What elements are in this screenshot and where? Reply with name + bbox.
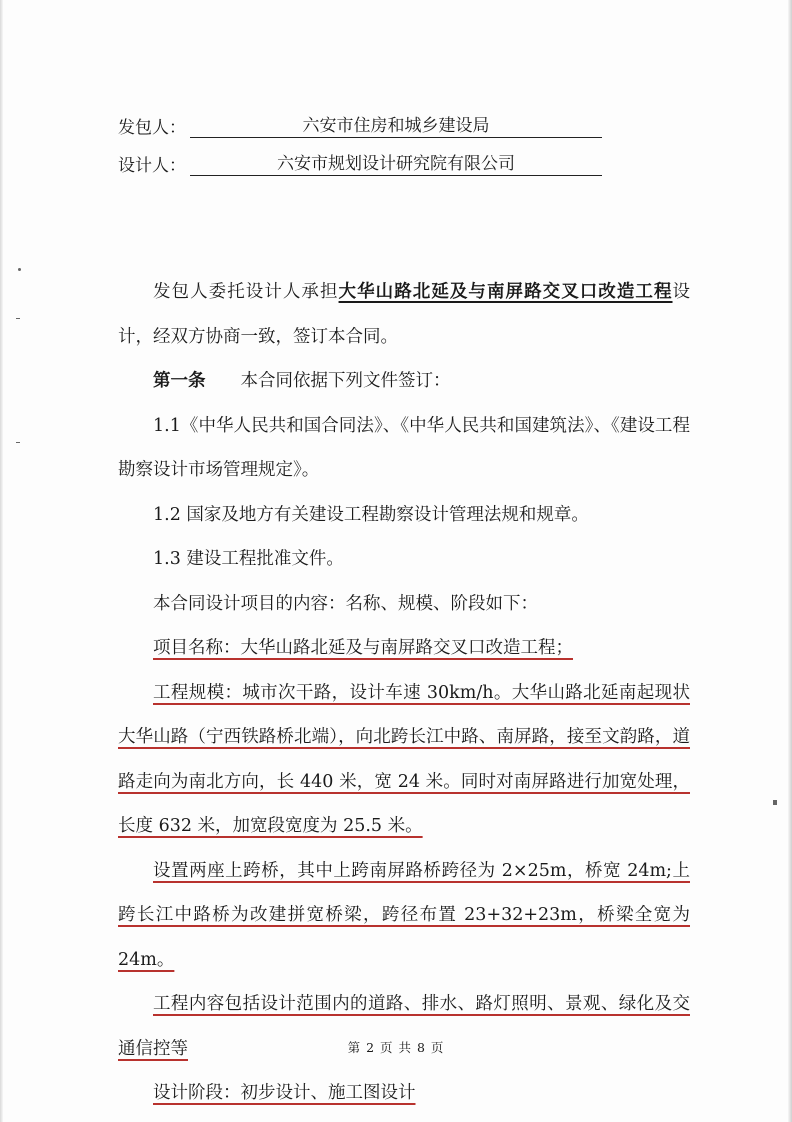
scan-speck: [16, 318, 20, 319]
scope-paragraph: [118, 982, 690, 1071]
scan-edge-left: [0, 0, 3, 1122]
client-label: 发包人：: [118, 118, 186, 138]
scan-speck: [773, 800, 777, 805]
intro-suffix: 设计，经双方协商一致，签订本合同。: [118, 282, 691, 347]
clause-1-3: 1.3 建设工程批准文件。: [153, 549, 344, 569]
content-intro: 本合同设计项目的内容：名称、规模、阶段如下：: [153, 593, 538, 614]
design-stage-paragraph: [118, 1071, 690, 1116]
client-row: [118, 114, 602, 138]
article-1: [118, 359, 690, 404]
project-scale-paragraph: [118, 671, 690, 849]
project-scale: 工程规模：城市次干路，设计车速 30km/h。大华山路北延南起现状大华山路（宁西铁路桥北端），向北跨长江中路、南屏路，接至文韵路，道路走向为南北方向，长 440 米，宽 24 米。同时对南屏路进行加宽处理，长度 632 米，加宽段宽度为 25.5 米。: [118, 682, 690, 836]
page-footer: 第 2 页 共 8 页: [347, 1040, 445, 1055]
clause-1-1: 1.1《中华人民共和国合同法》、《中华人民共和国建筑法》、《建设工程勘察设计市场管理规定》。: [118, 415, 690, 480]
contract-body: [118, 270, 690, 1116]
scan-speck: [16, 442, 20, 443]
designer-label: 设计人：: [118, 156, 186, 176]
designer-value: 六安市规划设计研究院有限公司: [190, 154, 602, 176]
client-value: 六安市住房和城乡建设局: [190, 116, 602, 138]
intro-paragraph: [118, 270, 690, 359]
scan-speck: [18, 268, 21, 271]
design-stage: 设计阶段：初步设计、施工图设计: [153, 1083, 416, 1103]
project-name: 项目名称：大华山路北延及与南屏路交叉口改造工程；: [153, 638, 573, 658]
project-title: 大华山路北延及与南屏路交叉口改造工程: [338, 282, 673, 302]
article-1-text: 本合同依据下列文件签订：: [240, 371, 451, 391]
intro-prefix: 发包人委托设计人承担: [153, 282, 339, 302]
scan-edge-right: [788, 0, 792, 1122]
designer-row: [118, 152, 602, 176]
scope: 工程内容包括设计范围内的道路、排水、路灯照明、景观、绿化及交通信控等: [118, 994, 690, 1059]
article-1-heading: 第一条: [153, 371, 206, 391]
clause-1-2: 1.2 国家及地方有关建设工程勘察设计管理法规和规章。: [153, 504, 589, 525]
project-name-paragraph: [118, 626, 690, 671]
bridges-paragraph: [118, 849, 690, 983]
bridges: 设置两座上跨桥，其中上跨南屏路桥跨径为 2×25m，桥宽 24m;上跨长江中路桥为改建拼宽桥梁，跨径布置 23+32+23m，桥梁全宽为 24m。: [118, 860, 690, 970]
